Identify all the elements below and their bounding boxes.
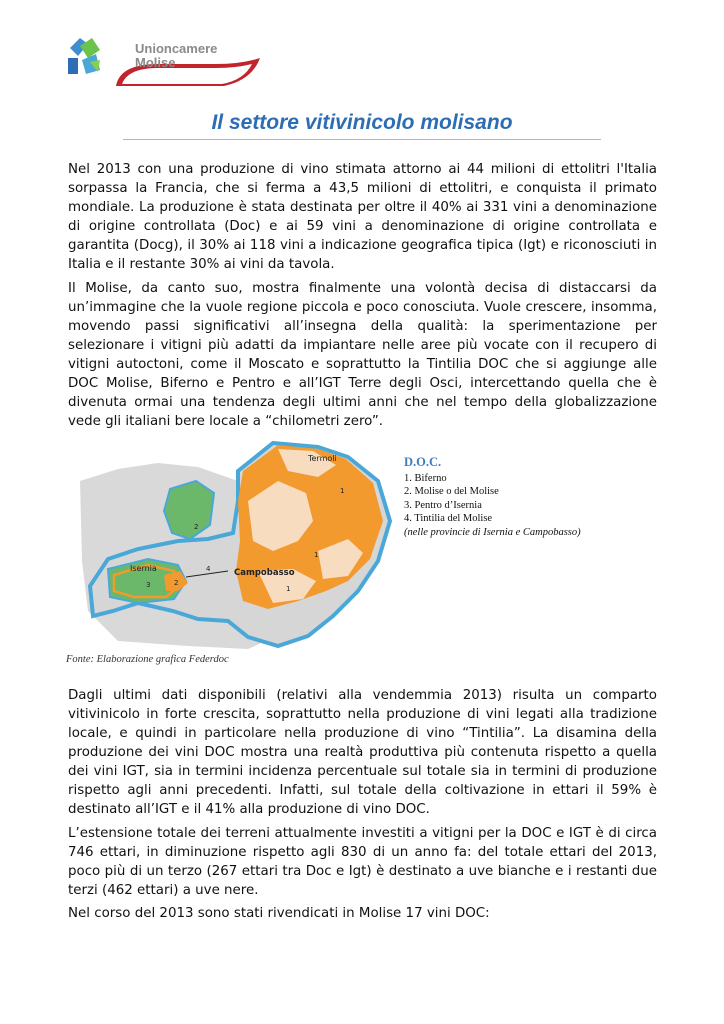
paragraph-2: Il Molise, da canto suo, mostra finalmente una volontà decisa di distaccarsi da un’immagine che la vuole regione piccola e poco conosciuta. Vuole crescere, insomma, movendo passi significativi all’insegna della qualità: la sperimentazione per selezionare i vitigni più adatti da impiantare nelle aree più vocate con il recupero di vitigni autoctoni, come il Moscato e soprattutto la Tintilia DOC che si aggiunge alle DOC Molise, Biferno e Pentro e all’IGT Terre degli Osci, intercettando quella che è divenuta ormai una tendenza degli ultimi anni che nel tempo della globalizzazione vede gli italiani bere locale a “chilometri zero”. <box>68 281 657 429</box>
org-name-line2: Molise <box>135 55 176 70</box>
paragraph-3: Dagli ultimi dati disponibili (relativi alla vendemmia 2013) risulta un comparto vitivinicolo in forte crescita, soprattutto nella produzione di vini legati alla tradizione locale, e quindi in particolare nella produzione di vino “Tintilia”. La disamina della produzione dei vini DOC mostra una realtà produttiva più contenuta rispetto a quella dei vini IGT, sia in termini incidenza percentuale sul totale sia in termini di produzione rispetto agli anni precedenti. Infatti, sul totale della coltivazione in ettari il 59% è destinato all’IGT e il 41% alla produzione di vino DOC. <box>68 688 657 817</box>
legend-item: 2. Molise o del Molise <box>404 486 499 497</box>
figure-source: Fonte: Elaborazione grafica Federdoc <box>66 654 229 665</box>
map-zone-number: 2 <box>194 523 199 531</box>
map-label-campobasso: Campobasso <box>234 568 295 578</box>
map-zone-number: 1 <box>286 585 291 593</box>
legend-item: 4. Tintilia del Molise <box>404 513 493 524</box>
map-label-termoli: Termoli <box>308 454 337 463</box>
paragraph-5: Nel corso del 2013 sono stati rivendicati in Molise 17 vini DOC: <box>68 906 490 921</box>
map-zone-number: 4 <box>206 565 211 573</box>
paragraph-4: L’estensione totale dei terreni attualmente investiti a vitigni per la DOC e IGT è di circa 746 ettari, in diminuzione rispetto agli 830 di un anno fa: del totale ettari del 2013, poco più di un terzo (267 ettari tra Doc e Igt) è destinato a uve bianche e i restanti due terzi (462 ettari) a uve nere. <box>68 826 657 898</box>
paragraph-1: Nel 2013 con una produzione di vino stimata attorno ai 44 milioni di ettolitri l'Italia sorpassa la Francia, che si ferma a 43,5 milioni di ettolitri, e conquista il primato mondiale. La produzione è stata destinata per oltre il 40% ai 331 vini a denominazione di origine controllata (Doc) e ai 59 vini a denominazione di origine controllata e garantita (Docg), il 30% ai 118 vini a indicazione geografica tipica (Igt) e riconosciuti in Italia e il restante 30% ai vini da tavola. <box>68 162 657 272</box>
legend-item: 3. Pentro d’Isernia <box>404 499 482 511</box>
legend-note: (nelle provincie di Isernia e Campobasso) <box>404 526 581 538</box>
map-zone-number: 1 <box>340 487 345 495</box>
org-name <box>135 42 217 70</box>
map-legend <box>404 456 581 539</box>
molise-doc-map <box>78 441 398 651</box>
map-zone-number: 3 <box>146 581 151 589</box>
org-name-line1: Unioncamere <box>135 41 218 56</box>
legend-title: D.O.C. <box>404 455 442 469</box>
title-divider <box>123 139 601 140</box>
map-zone-number: 2 <box>174 579 179 587</box>
map-zone-number: 1 <box>314 551 319 559</box>
map-label-isernia: Isernia <box>130 564 157 573</box>
legend-item: 1. Biferno <box>404 472 447 484</box>
page-title: Il settore vitivinicolo molisano <box>211 111 513 134</box>
